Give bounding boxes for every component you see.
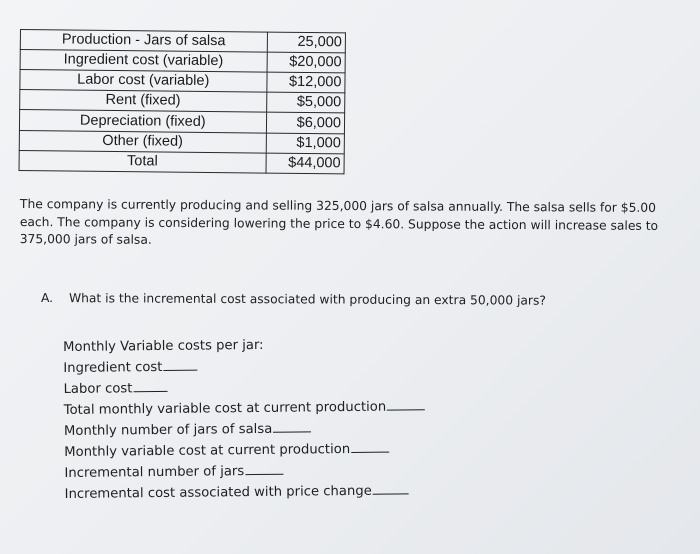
answer-blank[interactable] [163,358,197,371]
cost-item-label: Labor cost (variable) [20,70,267,93]
answer-blank[interactable] [133,379,167,392]
question-letter: A. [40,291,54,306]
cost-item-amount: $20,000 [267,52,346,73]
cost-item-amount: 25,000 [267,32,346,53]
answer-blank[interactable] [351,440,389,453]
problem-paragraph: The company is currently producing and selling 325,000 jars of salsa annually. The salsa sells for $5.00 each. The company is considering lowering the price to $4.60. Suppose the action will increase sales to 375,000 jars of salsa. [19,196,659,247]
cost-item-amount: $6,000 [266,112,345,134]
worksheet-line-label: Monthly variable cost at current production [64,441,351,460]
cost-item-amount: $12,000 [266,72,345,93]
worksheet-heading-label: Monthly Variable costs per jar: [63,337,264,355]
table-row [20,30,345,53]
total-label: Total [19,150,266,173]
cost-item-label: Depreciation (fixed) [19,110,266,134]
cost-table [19,29,346,174]
answer-blank[interactable] [373,481,409,494]
table-row-total [19,150,344,173]
cost-item-label: Rent (fixed) [20,90,267,113]
answer-lines [63,333,426,505]
question-a [41,291,546,308]
answer-blank[interactable] [273,419,311,432]
worksheet-line [64,438,426,463]
question-text: What is the incremental cost associated with producing an extra 50,000 jars? [68,291,546,308]
cost-item-amount: $5,000 [266,92,345,113]
cost-item-label: Production - Jars of salsa [20,30,267,53]
worksheet-line-label: Monthly number of jars of salsa [63,421,273,439]
cost-item-amount: $1,000 [266,133,345,154]
table-row [20,50,345,73]
answer-blank[interactable] [387,397,425,410]
answer-blank[interactable] [245,462,283,475]
cost-item-label: Ingredient cost (variable) [20,50,267,73]
cost-item-label: Other (fixed) [19,130,266,153]
worksheet-line-label: Labor cost [63,381,133,397]
total-amount: $44,000 [266,153,345,174]
worksheet-line-label: Total monthly variable cost at current production [63,399,387,418]
worksheet-line [65,480,427,505]
worksheet-line-label: Incremental number of jars [64,464,245,481]
worksheet-line [64,396,426,421]
worksheet-line-label: Ingredient cost [63,359,163,376]
worksheet-line-label: Incremental cost associated with price change [64,483,372,502]
